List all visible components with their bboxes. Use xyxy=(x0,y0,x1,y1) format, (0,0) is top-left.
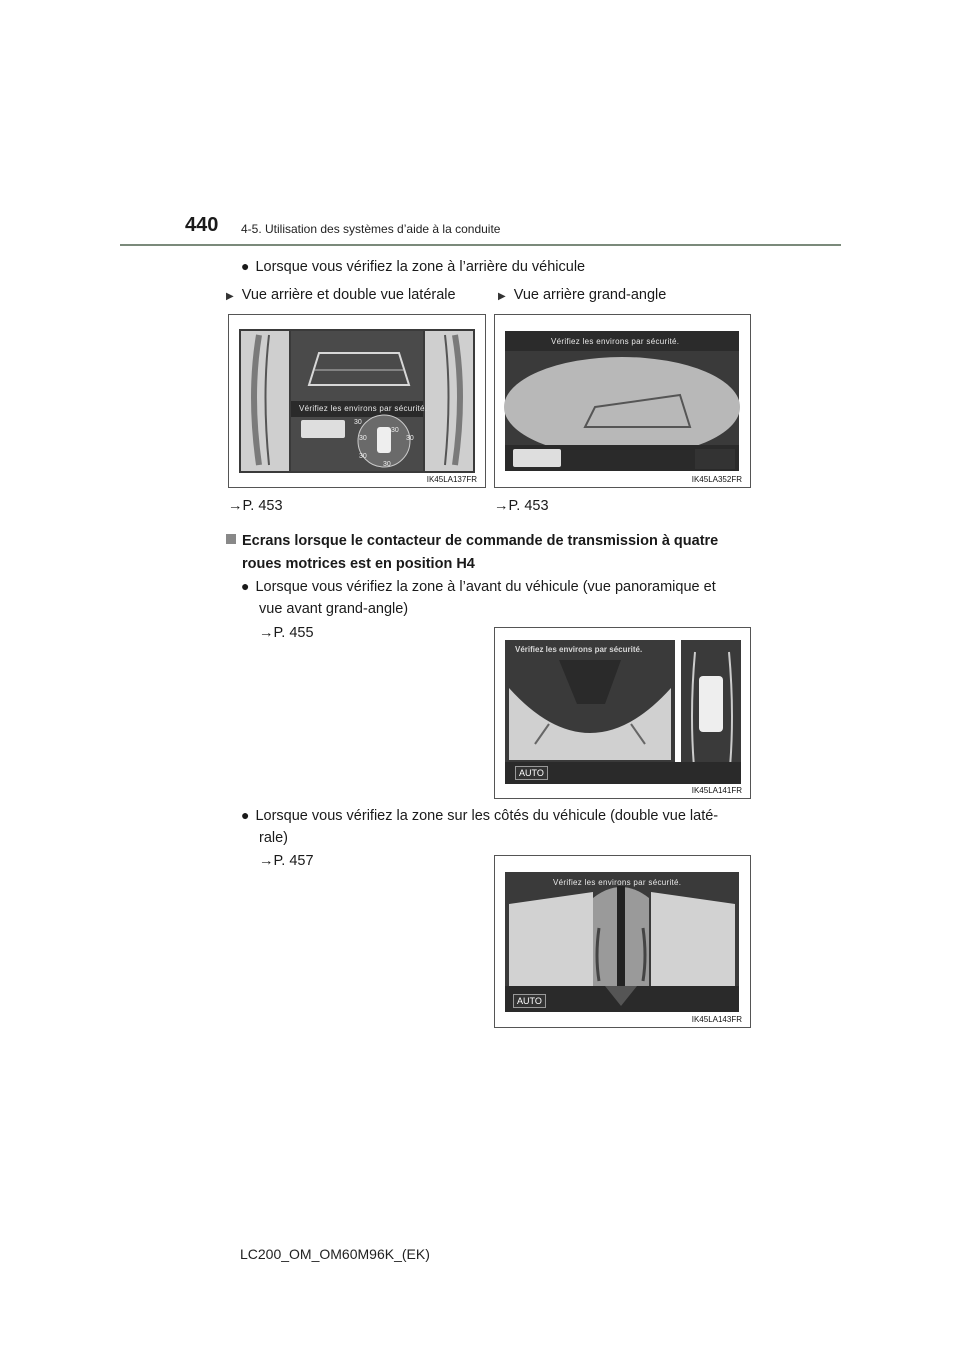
gauge-value: 30 xyxy=(406,435,414,442)
caption-rear-side xyxy=(226,284,456,308)
front-bullet-line2: vue avant grand-angle) xyxy=(259,601,409,617)
bullet-dot-icon: ● xyxy=(241,258,250,274)
auto-badge: AUTO xyxy=(513,994,546,1008)
image-code: IK45LA137FR xyxy=(426,475,477,484)
h4-heading-line2: roues motrices est en position H4 xyxy=(242,556,475,572)
screen-message: Vérifiez les environs par sécurité. xyxy=(553,878,682,887)
header-divider xyxy=(120,244,841,246)
front-bullet xyxy=(241,575,716,599)
h4-heading xyxy=(226,530,718,553)
document-code: LC200_OM_OM60M96K_(EK) xyxy=(240,1246,430,1262)
rear-bullet-text: Lorsque vous vérifiez la zone à l’arrière du véhicule xyxy=(255,259,586,275)
gauge-value: 30 xyxy=(391,427,399,434)
image-code: IK45LA143FR xyxy=(691,1015,742,1024)
auto-badge: AUTO xyxy=(515,766,548,780)
triangle-icon: ▶ xyxy=(498,291,506,302)
screen-message: Vérifiez les environs par sécurité. xyxy=(551,337,680,346)
figure-rear-side-view xyxy=(228,314,486,488)
figure-front-panoramic-view xyxy=(494,627,751,799)
gauge-value: 30 xyxy=(359,435,367,442)
screen-message: Vérifiez les environs par sécurité. xyxy=(515,645,643,654)
image-code: IK45LA352FR xyxy=(691,475,742,484)
h4-heading-line1: Ecrans lorsque le contacteur de commande de transmission à quatre xyxy=(242,533,719,549)
image-code: IK45LA141FR xyxy=(691,786,742,795)
sides-bullet-line2: rale) xyxy=(259,830,289,846)
gauge-value: 30 xyxy=(354,419,362,426)
caption-rear-wide-text: Vue arrière grand-angle xyxy=(513,287,667,303)
page-number: 440 xyxy=(185,214,219,236)
page-reference: →P. 453 xyxy=(228,498,283,514)
rear-bullet xyxy=(241,255,585,279)
sides-bullet-line1: Lorsque vous vérifiez la zone sur les côtés du véhicule (double vue laté- xyxy=(255,808,719,824)
page-reference: →P. 457 xyxy=(259,853,314,869)
bullet-dot-icon: ● xyxy=(241,578,250,594)
bullet-dot-icon: ● xyxy=(241,807,250,823)
gauge-value: 30 xyxy=(359,453,367,460)
gauge-value: 30 xyxy=(383,461,391,468)
section-title: 4-5. Utilisation des systèmes d’aide à la conduite xyxy=(241,222,501,236)
rear-side-screen-illustration xyxy=(229,315,485,487)
square-bullet-icon xyxy=(226,534,236,544)
page-reference: →P. 455 xyxy=(259,625,314,641)
figure-double-side-view xyxy=(494,855,751,1028)
figure-rear-wide-view xyxy=(494,314,751,488)
front-bullet-line1: Lorsque vous vérifiez la zone à l’avant du véhicule (vue panoramique et xyxy=(255,579,716,595)
triangle-icon: ▶ xyxy=(226,291,234,302)
caption-rear-wide xyxy=(498,284,666,308)
screen-message: Vérifiez les environs par sécurité. xyxy=(299,404,428,413)
sides-bullet xyxy=(241,804,718,828)
page-reference: →P. 453 xyxy=(494,498,549,514)
caption-rear-side-text: Vue arrière et double vue latérale xyxy=(241,287,456,303)
